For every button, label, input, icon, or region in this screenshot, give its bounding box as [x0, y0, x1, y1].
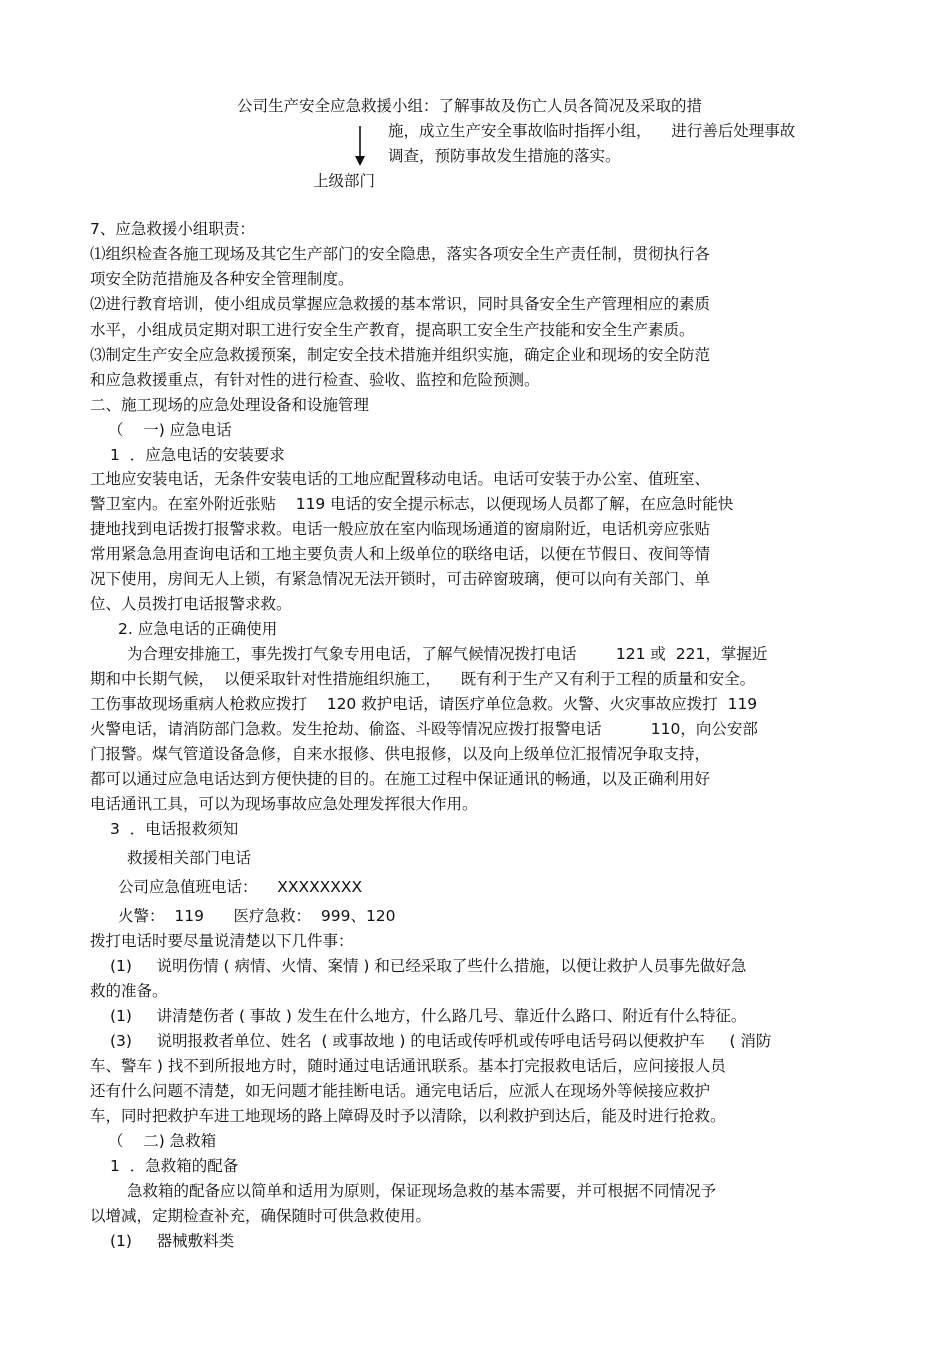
phone-line: 公司应急值班电话： XXXXXXXX	[118, 878, 363, 896]
list-item: (1) 说明伤情 ( 病情、火情、案情 ) 和已经采取了些什么措施，以便让救护人员事先做好急	[110, 957, 747, 975]
paragraph-line: 门报警。煤气管道设备急修，自来水报修、供电报修，以及向上级单位汇报情况争取支持，	[90, 745, 711, 763]
paragraph-line: 救的准备。	[90, 982, 168, 1000]
paragraph-line: 水平，小组成员定期对职工进行安全生产教育，提高职工安全生产技能和安全生产素质。	[90, 321, 695, 339]
list-item: (1) 器械敷料类	[110, 1232, 235, 1250]
subsection-heading: 1 ．急救箱的配备	[110, 1157, 239, 1175]
paragraph-line: 和应急救援重点，有针对性的进行检查、验收、监控和危险预测。	[90, 371, 540, 389]
section-heading: 二、施工现场的应急处理设备和设施管理	[90, 396, 370, 414]
paragraph-line: 还有什么问题不清楚，如无问题才能挂断电话。通完电话后，应派人在现场外等候接应救护	[90, 1082, 711, 1100]
section-heading: 7、应急救援小组职责：	[90, 220, 255, 238]
subsection-heading: 3 ．电话报救须知	[110, 820, 239, 838]
paragraph-line: 况下使用，房间无人上锁，有紧急情况无法开锁时，可击碎窗玻璃，便可以向有关部门、单	[90, 570, 711, 588]
phone-line: 火警： 119 医疗急救： 999、120	[118, 907, 396, 925]
paragraph-line: 警卫室内。在室外附近张贴 119 电话的安全提示标志，以便现场人员都了解，在应急时能快	[90, 495, 734, 513]
paragraph-line: 拨打电话时要尽量说清楚以下几件事：	[90, 932, 354, 950]
paragraph-line: 位、人员拨打电话报警求救。	[90, 595, 292, 613]
flow-line-1: 公司生产安全应急救援小组：了解事故及伤亡人员各简况及采取的措	[237, 97, 703, 115]
paragraph-line: 火警电话，请消防部门急救。发生抢劫、偷盗、斗殴等情况应拨打报警电话 110，向公安部	[90, 720, 758, 738]
list-item: (3) 说明报救者单位、姓名 ( 或事故地 ) 的电话或传呼机或传呼电话号码以便救护车 ( 消防	[110, 1032, 772, 1050]
paragraph-line: 项安全防范措施及各种安全管理制度。	[90, 270, 354, 288]
down-arrow-icon	[355, 126, 365, 166]
flow-line-3: 调查，预防事故发生措施的落实。	[388, 147, 621, 165]
paragraph-line: 期和中长期气候， 以便采取针对性措施组织施工， 既有利于生产又有利于工程的质量和安全。	[90, 670, 756, 688]
paragraph-line: 以增减，定期检查补充，确保随时可供急救使用。	[90, 1207, 432, 1225]
list-item: (1) 讲清楚伤者 ( 事故 ) 发生在什么地方，什么路几号、靠近什么路口、附近有什么特征。	[110, 1007, 747, 1025]
paragraph-line: 救援相关部门电话	[127, 849, 252, 867]
subsection-heading: 1 ．应急电话的安装要求	[110, 446, 285, 464]
paragraph-line: 车，同时把救护车进工地现场的路上障碍及时予以清除，以利救护到达后，能及时进行抢救。	[90, 1107, 726, 1125]
flow-line-2: 施，成立生产安全事故临时指挥小组， 进行善后处理事故	[388, 122, 796, 140]
subsection-heading: （ 一) 应急电话	[108, 421, 232, 439]
paragraph-line: 为合理安排施工，事先拨打气象专用电话，了解气候情况拨打电话 121 或 221，掌握近	[127, 645, 768, 663]
paragraph-line: 工伤事故现场重病人枪救应拨打 120 救护电话，请医疗单位急救。火警、火灾事故应拨打 119	[90, 695, 758, 713]
subsection-heading: （ 二) 急救箱	[108, 1132, 217, 1150]
paragraph-line: 工地应安装电话，无条件安装电话的工地应配置移动电话。电话可安装于办公室、值班室、	[90, 470, 711, 488]
paragraph-line: 车、警车 ) 找不到所报地方时，随时通过电话通讯联系。基本打完报救电话后，应问接报人员	[90, 1057, 726, 1075]
paragraph-line: 急救箱的配备应以简单和适用为原则，保证现场急救的基本需要，并可根据不同情况予	[127, 1182, 717, 1200]
paragraph-line: 捷地找到电话拨打报警求救。电话一般应放在室内临现场通道的窗扇附近，电话机旁应张贴	[90, 520, 711, 538]
paragraph-line: 都可以通过应急电话达到方便快捷的目的。在施工过程中保证通讯的畅通，以及正确利用好	[90, 770, 711, 788]
paragraph-line: ⑶制定生产安全应急救援预案，制定安全技术措施并组织实施，确定企业和现场的安全防范	[90, 346, 711, 364]
subsection-heading: 2. 应急电话的正确使用	[118, 620, 278, 638]
paragraph-line: 常用紧急急用查询电话和工地主要负责人和上级单位的联络电话，以便在节假日、夜间等情	[90, 545, 711, 563]
paragraph-line: 电话通讯工具，可以为现场事故应急处理发挥很大作用。	[90, 795, 478, 813]
paragraph-line: ⑴组织检查各施工现场及其它生产部门的安全隐患，落实各项安全生产责任制，贯彻执行各	[90, 245, 711, 263]
paragraph-line: ⑵进行教育培训，使小组成员掌握应急救援的基本常识，同时具备安全生产管理相应的素质	[90, 295, 711, 313]
flow-bottom-label: 上级部门	[313, 172, 376, 190]
